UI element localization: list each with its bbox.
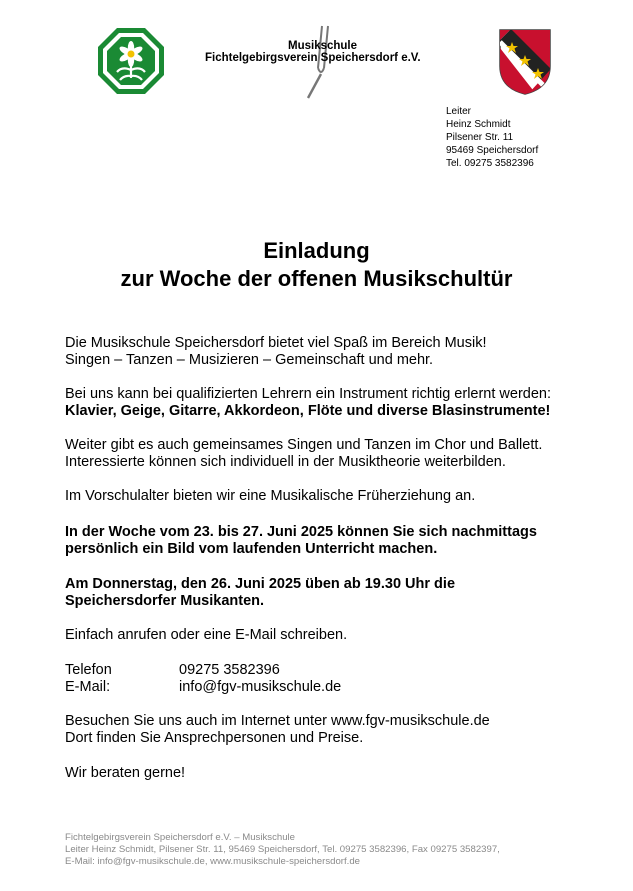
text-line: Am Donnerstag, den 26. Juni 2025 üben ab 19.30 Uhr die <box>65 576 456 592</box>
footer-line: Fichtelgebirgsverein Speichersdorf e.V. – Musikschule <box>65 832 296 843</box>
text-line: Interessierte können sich individuell in der Musiktheorie weiterbilden. <box>65 454 506 470</box>
edelweiss-emblem-logo <box>96 26 166 96</box>
phone-value[interactable]: 09275 3582396 <box>179 662 280 678</box>
text-line: Singen – Tanzen – Musizieren – Gemeinschaft und mehr. <box>65 352 434 368</box>
email-label: E-Mail: <box>65 679 111 695</box>
org-name-line2: Fichtelgebirgsverein Speichersdorf e.V. <box>205 52 421 64</box>
contact-phone-row <box>65 662 585 679</box>
paragraph-closing <box>65 765 585 782</box>
organization-header <box>205 40 455 64</box>
footer-line: E-Mail: info@fgv-musikschule.de, www.musikschule-speichersdorf.de <box>65 856 360 867</box>
text-line: Einfach anrufen oder eine E-Mail schreiben. <box>65 627 348 643</box>
title-line2: zur Woche der offenen Musikschultür <box>120 266 513 291</box>
text-line: Wir beraten gerne! <box>65 765 186 781</box>
text-line: In der Woche vom 23. bis 27. Juni 2025 können Sie sich nachmittags <box>65 524 537 540</box>
address-line: Pilsener Str. 11 <box>446 132 514 143</box>
page-footer <box>65 832 500 868</box>
contact-email-row <box>65 679 585 696</box>
contact-block <box>65 662 585 696</box>
text-line: Besuchen Sie uns auch im Internet unter www.fgv-musikschule.de <box>65 713 490 729</box>
text-line: Dort finden Sie Ansprechpersonen und Preise. <box>65 730 364 746</box>
org-name-line1: Musikschule <box>288 40 358 52</box>
address-line: 95469 Speichersdorf <box>446 145 539 156</box>
edelweiss-icon <box>96 26 166 96</box>
phone-label: Telefon <box>65 662 112 678</box>
paragraph-musikanten <box>65 576 585 610</box>
email-value[interactable]: info@fgv-musikschule.de <box>179 679 342 695</box>
paragraph-instruments <box>65 386 585 420</box>
text-line: Speichersdorfer Musikanten. <box>65 593 265 609</box>
text-line: persönlich ein Bild vom laufenden Unterricht machen. <box>65 541 438 557</box>
text-line: Im Vorschulalter bieten wir eine Musikalische Früherziehung an. <box>65 488 476 504</box>
text-line: Die Musikschule Speichersdorf bietet viel Spaß im Bereich Musik! <box>65 335 487 351</box>
instrument-list: Klavier, Geige, Gitarre, Akkordeon, Flöte und diverse Blasinstrumente! <box>65 403 551 419</box>
title-line1: Einladung <box>263 238 370 263</box>
shield-icon <box>498 28 552 96</box>
paragraph-choir <box>65 437 585 471</box>
coat-of-arms-logo <box>498 28 552 96</box>
address-block <box>446 105 538 170</box>
paragraph-intro <box>65 335 585 369</box>
paragraph-website <box>65 713 585 747</box>
paragraph-open-week <box>65 524 585 558</box>
paragraph-call <box>65 627 585 644</box>
text-line: Bei uns kann bei qualifizierten Lehrern ein Instrument richtig erlernt werden: <box>65 386 552 402</box>
paragraph-preschool <box>65 488 585 505</box>
address-line: Tel. 09275 3582396 <box>446 158 534 169</box>
footer-line: Leiter Heinz Schmidt, Pilsener Str. 11, 95469 Speichersdorf, Tel. 09275 3582396, Fax 09275 3582397, <box>65 844 500 855</box>
address-line: Leiter <box>446 106 472 117</box>
address-line: Heinz Schmidt <box>446 119 511 130</box>
text-line: Weiter gibt es auch gemeinsames Singen und Tanzen im Chor und Ballett. <box>65 437 543 453</box>
page-title <box>0 237 633 293</box>
